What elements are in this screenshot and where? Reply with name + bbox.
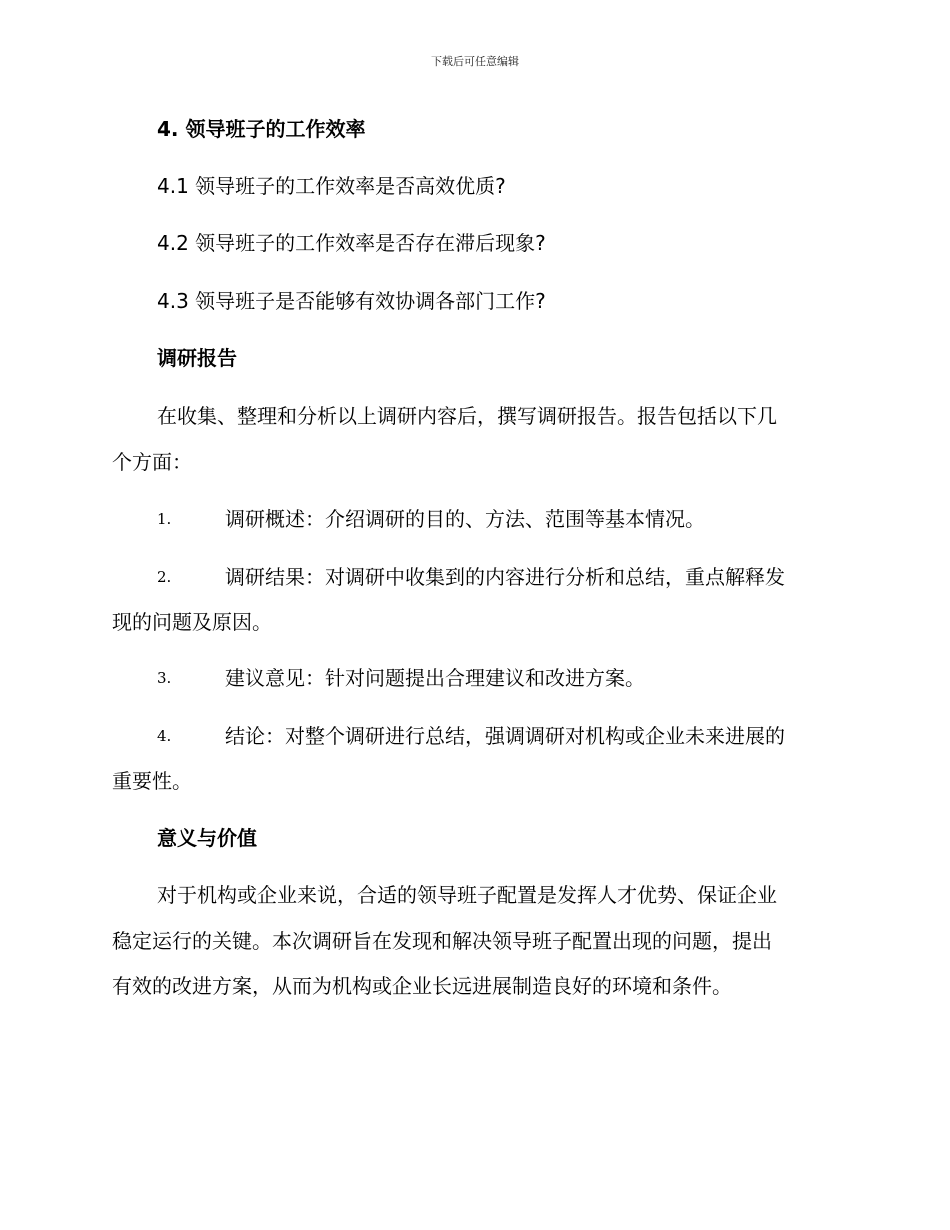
list-item-text: 调研概述：介绍调研的目的、方法、范围等基本情况。 [225,507,705,531]
list-item-continuation: 重要性。 [112,769,192,793]
section-4-heading: 4. 领导班子的工作效率 [157,117,366,141]
question-4-2: 4.2 领导班子的工作效率是否存在滞后现象? [157,231,546,255]
value-paragraph-line-1: 对于机构或企业来说，合适的领导班子配置是发挥人才优势、保证企业 [157,883,777,907]
list-item-text: 调研结果：对调研中收集到的内容进行分析和总结，重点解释发 [225,565,785,589]
question-4-1: 4.1 领导班子的工作效率是否高效优质? [157,174,506,198]
report-heading: 调研报告 [157,346,237,370]
page-header: 下载后可任意编辑 [431,55,519,68]
value-paragraph-line-3: 有效的改进方案，从而为机构或企业长远进展制造良好的环境和条件。 [112,974,732,998]
list-item-continuation: 现的问题及原因。 [112,610,272,634]
list-item-number: 4. [157,727,172,745]
question-4-3: 4.3 领导班子是否能够有效协调各部门工作? [157,289,546,313]
list-item-number: 1. [157,510,172,528]
report-intro-line-2: 个方面： [112,450,192,474]
report-intro-line-1: 在收集、整理和分析以上调研内容后，撰写调研报告。报告包括以下几 [157,404,777,428]
value-paragraph-line-2: 稳定运行的关键。本次调研旨在发现和解决领导班子配置出现的问题，提出 [112,929,772,953]
list-item-number: 2. [157,568,172,586]
value-heading: 意义与价值 [157,826,257,850]
list-item-number: 3. [157,669,172,687]
list-item-text: 建议意见：针对问题提出合理建议和改进方案。 [225,666,645,690]
list-item-text: 结论：对整个调研进行总结，强调调研对机构或企业未来进展的 [225,724,785,748]
